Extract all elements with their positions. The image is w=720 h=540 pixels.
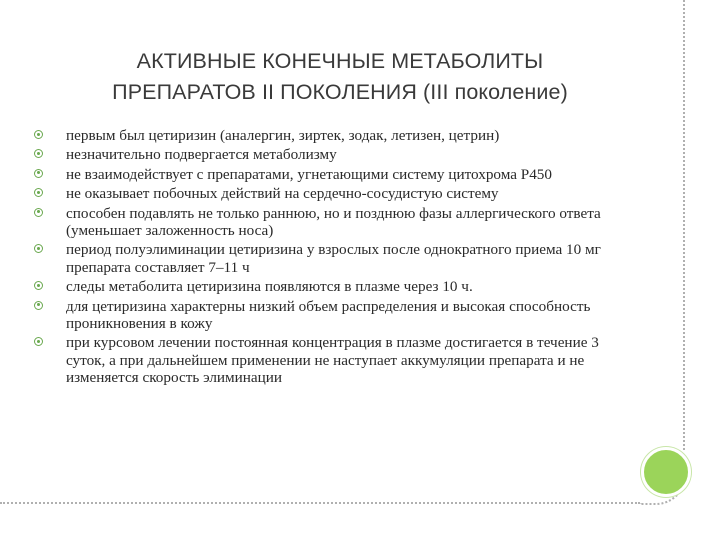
- bullet-icon: [34, 149, 43, 158]
- frame-line-horizontal: [0, 502, 640, 504]
- bullet-text: первым был цетиризин (аналергин, зиртек, зодак, летизен, цетрин): [66, 127, 500, 144]
- bullet-list: [34, 127, 634, 389]
- bullet-icon: [34, 169, 43, 178]
- frame-line-vertical: [683, 0, 685, 450]
- bullet-icon: [34, 188, 43, 197]
- bullet-icon: [34, 208, 43, 217]
- list-item: [34, 278, 634, 295]
- green-circle-decoration: [641, 447, 691, 497]
- title-line-1: АКТИВНЫЕ КОНЕЧНЫЕ МЕТАБОЛИТЫ: [136, 49, 544, 73]
- list-item: [34, 298, 634, 333]
- bullet-text: для цетиризина характерны низкий объем распределения и высокая способность проникновения в кожу: [66, 297, 591, 333]
- bullet-icon: [34, 281, 43, 290]
- list-item: [34, 334, 634, 386]
- bullet-text: незначительно подвергается метаболизму: [66, 146, 337, 164]
- bullet-icon: [34, 130, 43, 139]
- title-line-2: ПРЕПАРАТОВ II ПОКОЛЕНИЯ (III поколение): [112, 80, 568, 104]
- list-item: [34, 241, 634, 276]
- bullet-icon: [34, 301, 43, 310]
- bullet-icon: [34, 244, 43, 253]
- bullet-text: не оказывает побочных действий на сердечно-сосудистую систему: [66, 185, 499, 203]
- list-item: [34, 127, 634, 144]
- list-item: [34, 205, 634, 240]
- bullet-icon: [34, 337, 43, 346]
- list-item: [34, 146, 634, 163]
- bullet-text: при курсовом лечении постоянная концентрация в плазме достигается в течение 3 суток, а при дальнейшем применении не наступает аккумуляции препарата и не изменяется скорость элиминации: [66, 334, 599, 387]
- bullet-text: не взаимодействует с препаратами, угнетающими систему цитохрома Р450: [66, 165, 552, 183]
- bullet-text: период полуэлиминации цетиризина у взрослых после однократного приема 10 мг препарата составляет 7–11 ч: [66, 241, 601, 276]
- list-item: [34, 166, 634, 183]
- slide-title: [20, 46, 660, 108]
- list-item: [34, 185, 634, 202]
- bullet-text: следы метаболита цетиризина появляются в плазме через 10 ч.: [66, 278, 473, 296]
- bullet-text: способен подавлять не только раннюю, но и позднюю фазы аллергического ответа (уменьшает заложенность носа): [66, 204, 601, 240]
